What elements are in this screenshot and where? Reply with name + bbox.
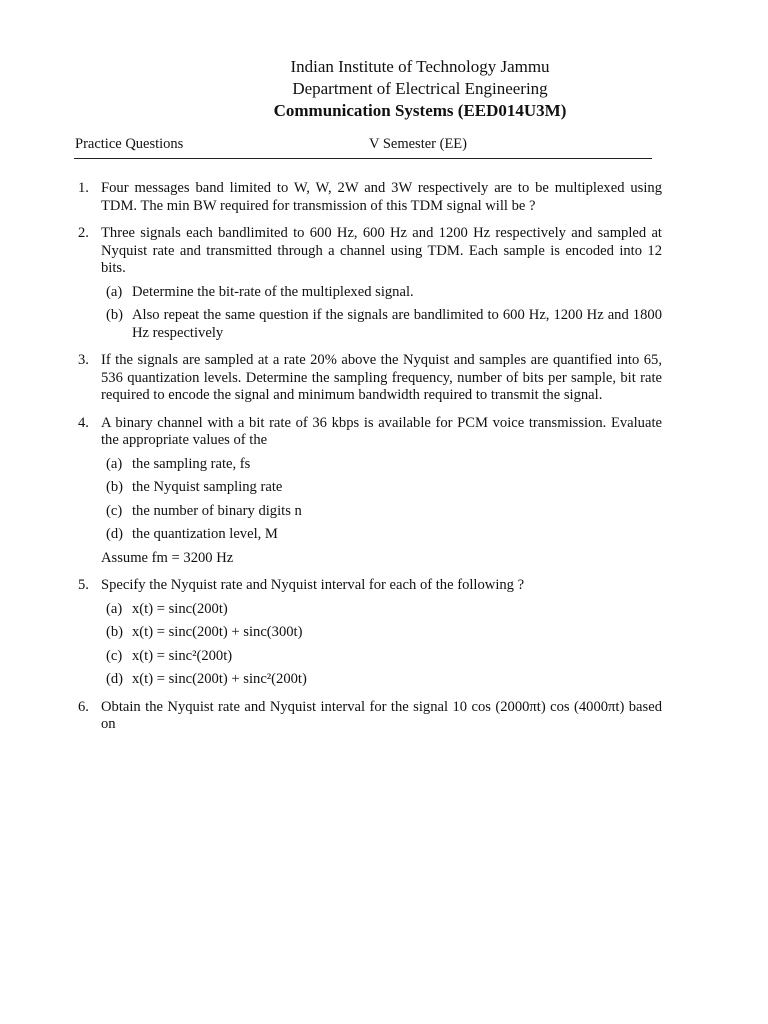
subpart-label: (a) [106, 600, 123, 617]
subpart-text: the Nyquist sampling rate [132, 479, 283, 495]
subheader-left: Practice Questions [75, 136, 184, 152]
department-name: Department of Electrical Engineering [292, 79, 548, 98]
subpart-text: the number of binary digits n [132, 502, 302, 519]
course-title: Communication Systems (EED014U3M) [273, 101, 567, 120]
question-number: 5. [78, 577, 89, 593]
subpart-text: Also repeat the same question if the signals are bandlimited to 600 Hz, 1200 Hz and 1800 Hz respectively [132, 307, 662, 341]
question-text: A binary channel with a bit rate of 36 kbps is available for PCM voice transmission. Evaluate the appropriate values of the [101, 414, 662, 448]
question-item [78, 352, 662, 405]
subpart-label: (a) [106, 455, 123, 472]
question-item [78, 699, 662, 734]
question-item [78, 415, 662, 568]
question-number: 6. [78, 698, 89, 715]
question-subpart [101, 479, 662, 497]
subpart-label: (b) [106, 479, 124, 495]
question-text: Obtain the Nyquist rate and Nyquist interval for the signal 10 cos (2000πt) cos (4000πt) based on [101, 698, 662, 732]
subpart-text: the quantization level, M [132, 526, 278, 542]
question-number: 3. [78, 352, 89, 368]
question-subpart [101, 671, 662, 689]
question-subpart [101, 307, 662, 342]
subpart-text: x(t) = sinc(200t) + sinc(300t) [132, 624, 303, 640]
question-subpart [101, 526, 662, 544]
question-subpart [101, 503, 662, 521]
subpart-label: (d) [106, 526, 124, 542]
question-list [78, 180, 662, 744]
institute-name: Indian Institute of Technology Jammu [290, 57, 550, 76]
question-text: Specify the Nyquist rate and Nyquist interval for each of the following ? [101, 577, 525, 593]
subpart-label: (c) [106, 502, 123, 519]
subheader [75, 136, 651, 158]
question-number: 1. [78, 180, 89, 196]
question-subpart [101, 284, 662, 302]
question-text: Three signals each bandlimited to 600 Hz, 600 Hz and 1200 Hz respectively and sampled at Nyquist rate and transmitted through a channel using TDM. Each sample is encoded into 12 bits. [101, 225, 662, 276]
question-item [78, 577, 662, 689]
subpart-text: x(t) = sinc(200t) [132, 600, 228, 617]
document-header [0, 56, 768, 122]
subpart-text: the sampling rate, fs [132, 455, 251, 472]
question-subpart [101, 456, 662, 474]
subpart-label: (c) [106, 647, 123, 664]
question-note: Assume fm = 3200 Hz [101, 549, 234, 566]
header-divider [74, 158, 652, 159]
subpart-label: (b) [106, 624, 124, 640]
question-number: 2. [78, 225, 89, 241]
question-text: Four messages band limited to W, W, 2W and 3W respectively are to be multiplexed using TDM. The min BW required for transmission of this TDM signal will be ? [101, 180, 662, 214]
question-subpart [101, 648, 662, 666]
subpart-text: x(t) = sinc(200t) + sinc²(200t) [132, 671, 307, 687]
question-item [78, 225, 662, 342]
subpart-label: (d) [106, 671, 124, 687]
subpart-text: x(t) = sinc²(200t) [132, 647, 233, 664]
subpart-label: (a) [106, 283, 123, 300]
question-number: 4. [78, 414, 89, 431]
question-subpart [101, 601, 662, 619]
subpart-text: Determine the bit-rate of the multiplexed signal. [132, 283, 414, 300]
subpart-label: (b) [106, 307, 124, 323]
question-item [78, 180, 662, 215]
subheader-right: V Semester (EE) [369, 136, 467, 152]
question-text: If the signals are sampled at a rate 20% above the Nyquist and samples are quantified into 65, 536 quantization levels. Determine the sampling frequency, number of bits per sample, bit rate required to encode the signal and minimum bandwidth required to transmit the signal. [101, 352, 662, 403]
question-subpart [101, 624, 662, 642]
